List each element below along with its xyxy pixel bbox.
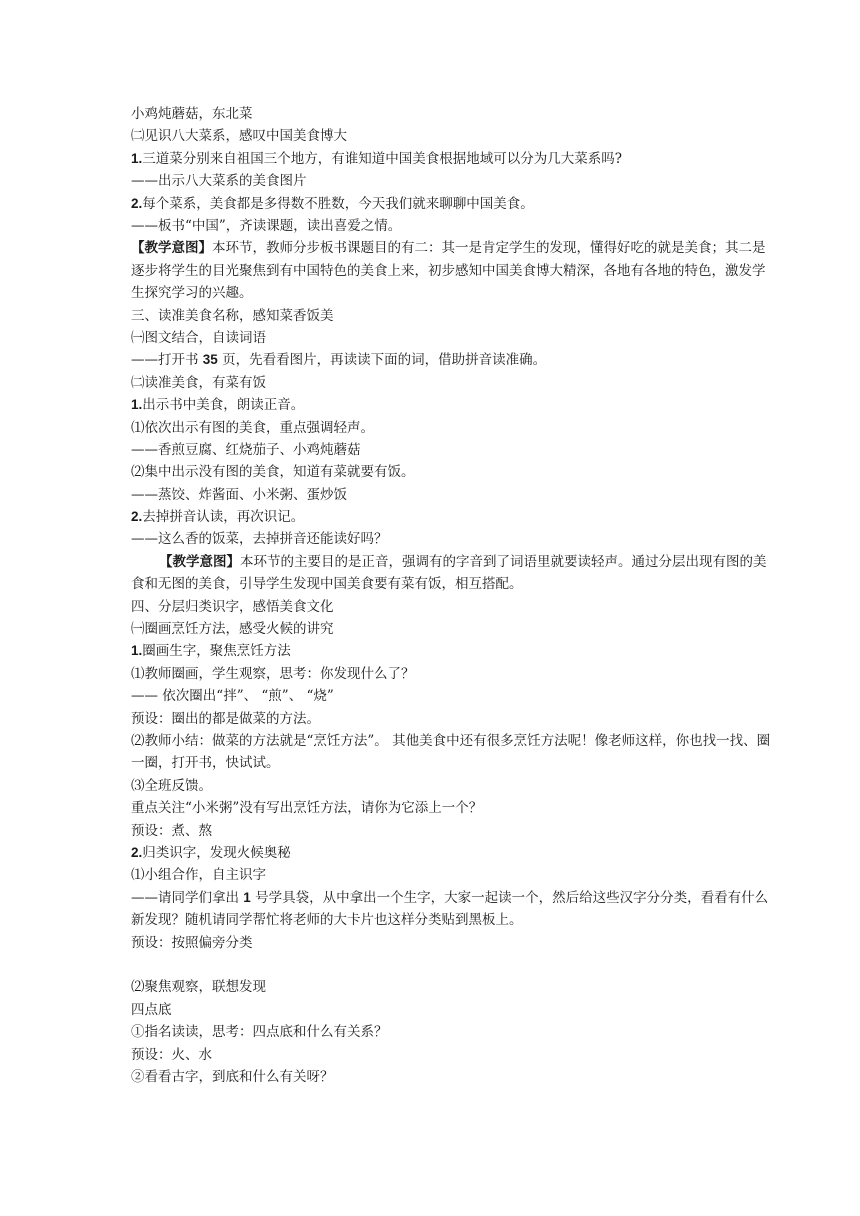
blank-line <box>131 954 771 976</box>
item-text: 三道菜分别来自祖国三个地方，有谁知道中国美食根据地域可以分为几大菜系吗? <box>142 150 623 167</box>
subsection-heading: ㈠圈画烹饪方法，感受火候的讲究 <box>131 621 334 638</box>
text-line <box>131 394 771 416</box>
text-paragraph <box>131 887 771 932</box>
text-segment: 页，先看看图片，再读读下面的词，借助拼音读准确。 <box>217 352 547 369</box>
text-line <box>131 506 771 528</box>
item-text: 每个菜系，美食都是多得数不胜数，今天我们就来聊聊中国美食。 <box>142 195 534 212</box>
text-line: 重点关注“小米粥”没有写出烹饪方法，请你为它添上一个？ <box>131 800 483 817</box>
text-line: ⑵集中出示没有图的美食，知道有菜就要有饭。 <box>131 464 415 481</box>
item-number: 2. <box>131 195 143 211</box>
intent-tag: 【教学意图】 <box>159 553 240 570</box>
text-line: ⑴小组合作，自主识字 <box>131 867 266 884</box>
teaching-intent-paragraph <box>131 237 771 304</box>
item-text: 去掉拼音认读，再次识记。 <box>142 509 305 526</box>
item-number: 1. <box>131 643 143 659</box>
text-paragraph: ⑵教师小结：做菜的方法就是“烹饪方法”。 其他美食中还有很多烹饪方法呢！像老师这样，你也找一找、圈一圈，打开书，快试试。 <box>131 733 771 772</box>
text-line: 四点底 <box>131 1001 172 1018</box>
text-line: 预设：火、水 <box>131 1046 212 1063</box>
text-line <box>131 349 771 371</box>
item-number: 1. <box>131 397 143 413</box>
text-line: ——蒸饺、炸酱面、小米粥、蛋炒饭 <box>131 486 347 503</box>
text-line <box>131 640 771 662</box>
text-line: 小鸡炖蘑菇，东北菜 <box>131 106 253 122</box>
text-line <box>131 842 771 864</box>
intent-text: 本环节，教师分步板书课题目的有二：其一是肯定学生的发现，懂得好吃的就是美食；其二是逐步将学生的目光聚焦到有中国特色的美食上来，初步感知中国美食博大精深，各地有各地的特色，激发学生探究学习的兴趣。 <box>131 240 766 302</box>
document-body <box>131 103 771 1088</box>
item-text: 归类识字，发现火候奥秘 <box>142 845 291 861</box>
text-line: ——出示八大菜系的美食图片 <box>131 173 307 190</box>
section-heading: 四、分层归类识字，感悟美食文化 <box>131 598 334 615</box>
text-line: 预设：圈出的都是做菜的方法。 <box>131 710 320 727</box>
text-line <box>131 148 771 170</box>
text-line: ⑶全班反馈。 <box>131 777 212 794</box>
text-line: ①指名读读，思考：四点底和什么有关系？ <box>131 1024 388 1041</box>
text-line: —— 依次圈出“拌”、 “煎”、 “烧” <box>131 688 334 705</box>
text-line: ——板书“中国”，齐读课题，读出喜爱之情。 <box>131 217 402 234</box>
subsection-heading: ㈡读准美食，有菜有饭 <box>131 374 266 391</box>
text-line: ⑴依次出示有图的美食，重点强调轻声。 <box>131 419 374 436</box>
text-line: ——香煎豆腐、红烧茄子、小鸡炖蘑菇 <box>131 441 361 458</box>
item-number: 1. <box>131 150 143 166</box>
text-segment: ——打开书 <box>131 352 203 369</box>
teaching-intent-paragraph <box>131 551 771 596</box>
text-line <box>131 193 771 215</box>
kit-number: 1 <box>243 889 251 905</box>
intent-text: 本环节的主要目的是正音，强调有的字音到了词语里就要读轻声。通过分层出现有图的美食和无图的美食，引导学生发现中国美食要有菜有饭，相互搭配。 <box>131 553 767 593</box>
intent-tag: 【教学意图】 <box>131 240 212 257</box>
text-line: ②看看古字，到底和什么有关呀？ <box>131 1068 334 1085</box>
text-line: 预设：按照偏旁分类 <box>131 934 253 951</box>
page-number: 35 <box>202 352 218 368</box>
text-segment: 号学具袋，从中拿出一个生字，大家一起读一个，然后给这些汉字分分类，看看有什么新发现？随机请同学帮忙将老师的大卡片也这样分类贴到黑板上。 <box>131 889 769 929</box>
text-line: 预设：煮、熬 <box>131 822 212 839</box>
item-number: 2. <box>131 845 143 860</box>
text-line: ⑴教师圈画，学生观察，思考：你发现什么了？ <box>131 665 415 682</box>
item-text: 圈画生字，聚焦烹饪方法 <box>142 643 291 660</box>
item-text: 出示书中美食，朗读正音。 <box>142 397 305 414</box>
text-line: ——这么香的饭菜，去掉拼音还能读好吗？ <box>131 531 388 548</box>
section-heading: ㈡见识八大菜系，感叹中国美食博大 <box>131 128 347 145</box>
subsection-heading: ㈠图文结合，自读词语 <box>131 329 266 346</box>
section-heading: 三、读准美食名称，感知菜香饭美 <box>131 307 334 324</box>
item-number: 2. <box>131 509 143 525</box>
text-line: ⑵聚焦观察，联想发现 <box>131 979 266 996</box>
text-segment: ——请同学们拿出 <box>131 889 244 906</box>
